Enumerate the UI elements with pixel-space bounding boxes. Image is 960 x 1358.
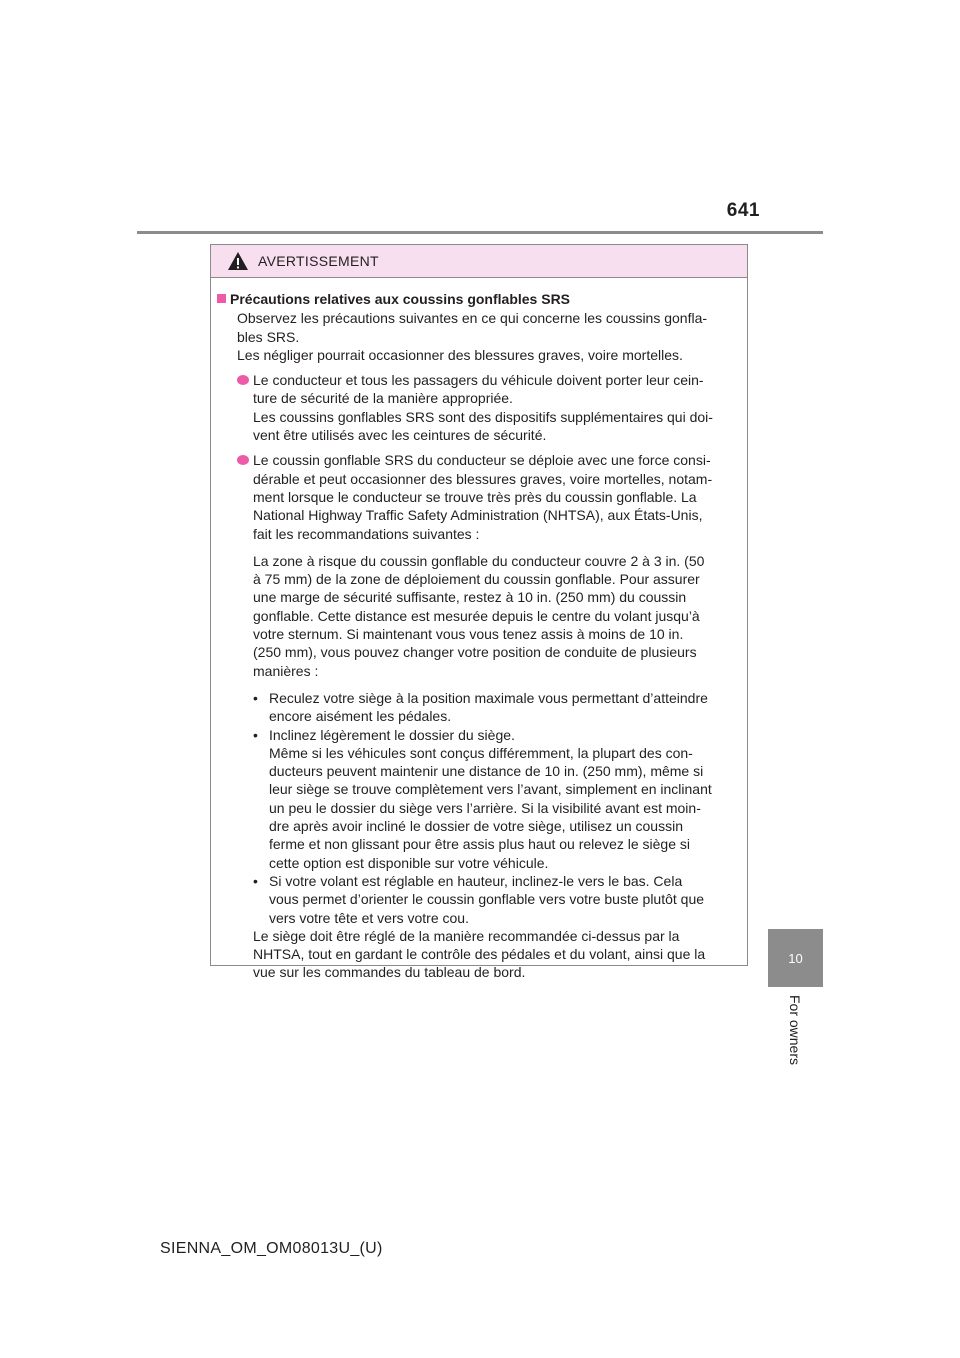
- dot-item: [253, 689, 740, 726]
- dot-text: [269, 726, 740, 872]
- square-bullet-icon: [217, 294, 226, 303]
- dot-marker: •: [253, 726, 258, 743]
- dot-line: Reculez votre siège à la position maximale vous permettant d’atteindre: [269, 689, 708, 706]
- chapter-label: For owners: [787, 994, 804, 1066]
- dot-line: vers votre tête et vers votre cou.: [269, 909, 469, 926]
- nested-section: [217, 552, 740, 982]
- dot-line: cette option est disponible sur votre véhicule.: [269, 854, 549, 871]
- closing-paragraph: [253, 927, 740, 982]
- bullet-line: ment lorsque le conducteur se trouve très près du coussin gonflable. La: [253, 488, 697, 505]
- closing-line: Le siège doit être réglé de la manière recommandée ci-dessus par la: [253, 927, 680, 944]
- dot-text: [269, 689, 740, 726]
- bullet-line: National Highway Traffic Safety Administration (NHTSA), aux États-Unis,: [253, 507, 703, 524]
- nested-line: La zone à risque du coussin gonflable du conducteur couvre 2 à 3 in. (50: [253, 552, 705, 569]
- warning-box: [210, 244, 748, 981]
- dot-line: Inclinez légèrement le dossier du siège.: [269, 726, 515, 743]
- section-heading-text: Précautions relatives aux coussins gonflables SRS: [230, 291, 571, 307]
- dot-line: ferme et non glissant pour être assis plus haut ou relevez le siège si: [269, 836, 691, 853]
- bullet-text: [253, 371, 740, 444]
- dot-line: vous permet d’orienter le coussin gonflable vers votre buste plutôt que: [269, 891, 705, 908]
- circle-bullet-icon: [237, 375, 249, 385]
- dot-line: ducteurs peuvent maintenir une distance de 10 in. (250 mm), même si: [269, 763, 704, 780]
- intro-line: bles SRS.: [237, 328, 300, 345]
- dot-text: [269, 872, 740, 927]
- warning-header: [211, 245, 747, 278]
- chapter-number: 10: [788, 950, 803, 966]
- closing-line: vue sur les commandes du tableau de bord.: [253, 964, 526, 981]
- bullet-item: [217, 371, 740, 444]
- dot-line: Même si les véhicules sont conçus différemment, la plupart des con-: [269, 744, 693, 761]
- bullet-line: Les coussins gonflables SRS sont des dispositifs supplémentaires qui doi-: [253, 408, 713, 425]
- section-heading: [217, 290, 740, 308]
- header-rule: [137, 231, 823, 234]
- circle-bullet-icon: [237, 455, 249, 465]
- footer-document-code: SIENNA_OM_OM08013U_(U): [160, 1240, 383, 1257]
- nested-line: (250 mm), vous pouvez changer votre position de conduite de plusieurs: [253, 644, 697, 661]
- dot-item: [253, 872, 740, 927]
- bullet-line: Le conducteur et tous les passagers du véhicule doivent porter leur cein-: [253, 372, 704, 389]
- warning-triangle-icon: [227, 251, 249, 271]
- closing-line: NHTSA, tout en gardant le contrôle des pédales et du volant, ainsi que la: [253, 946, 706, 963]
- page-number: 641: [726, 200, 760, 221]
- dot-line: Si votre volant est réglable en hauteur, inclinez-le vers le bas. Cela: [269, 872, 683, 889]
- intro-line: Observez les précautions suivantes en ce qui concerne les coussins gonfla-: [237, 310, 708, 327]
- dot-list: [253, 689, 740, 927]
- dot-line: un peu le dossier du siège vers l’arrière. Si la visibilité avant est moin-: [269, 799, 701, 816]
- bullet-line: vent être utilisés avec les ceintures de sécurité.: [253, 427, 547, 444]
- bullet-line: ture de sécurité de la manière appropriée.: [253, 390, 513, 407]
- bullet-item: [217, 451, 740, 542]
- dot-line: leur siège se trouve complètement vers l’avant, simplement en inclinant: [269, 781, 712, 798]
- chapter-tab: [768, 929, 823, 987]
- nested-line: manières :: [253, 662, 319, 679]
- nested-line: gonflable. Cette distance est mesurée depuis le centre du volant jusqu’à: [253, 607, 700, 624]
- intro-line: Les négliger pourrait occasionner des blessures graves, voire mortelles.: [237, 346, 683, 363]
- warning-body: [211, 278, 747, 982]
- dot-item: [253, 726, 740, 872]
- nested-line: une marge de sécurité suffisante, restez à 10 in. (250 mm) du coussin: [253, 589, 687, 606]
- bullet-line: dérable et peut occasionner des blessures graves, voire mortelles, notam-: [253, 470, 713, 487]
- nested-line: votre sternum. Si maintenant vous vous tenez assis à moins de 10 in.: [253, 626, 684, 643]
- dot-marker: •: [253, 689, 258, 706]
- bullet-text: [253, 451, 740, 542]
- dot-line: dre après avoir incliné le dossier de votre siège, utilisez un coussin: [269, 818, 683, 835]
- dot-line: encore aisément les pédales.: [269, 708, 452, 725]
- chapter-side-label: [768, 990, 823, 1070]
- nested-paragraph: [253, 552, 740, 680]
- warning-title: AVERTISSEMENT: [258, 253, 379, 269]
- nested-line: à 75 mm) de la zone de déploiement du coussin gonflable. Pour assurer: [253, 571, 700, 588]
- bullet-line: Le coussin gonflable SRS du conducteur se déploie avec une force consi-: [253, 452, 711, 469]
- dot-marker: •: [253, 872, 258, 889]
- intro-paragraph: [217, 309, 740, 364]
- bullet-line: fait les recommandations suivantes :: [253, 525, 480, 542]
